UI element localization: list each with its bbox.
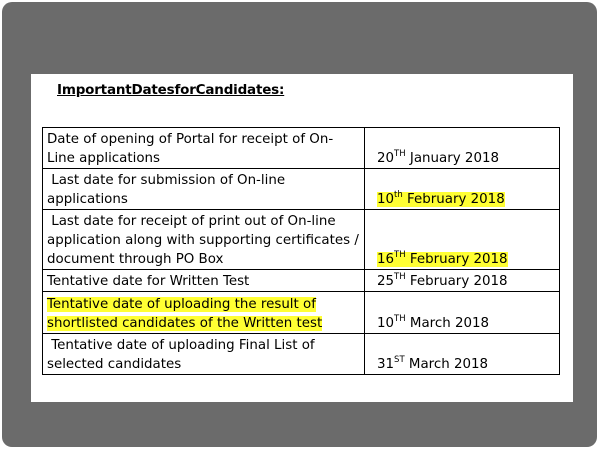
document-page bbox=[31, 74, 573, 402]
date-day: 10 bbox=[377, 316, 395, 331]
date-suffix: th bbox=[394, 190, 403, 200]
date-day: 10 bbox=[377, 192, 395, 207]
date-month-year: March 2018 bbox=[408, 357, 489, 372]
date-suffix: TH bbox=[394, 149, 406, 159]
event-cell bbox=[43, 292, 365, 334]
event-cell bbox=[43, 334, 365, 375]
event-text: Tentative date of uploading Final List of selected candidates bbox=[47, 338, 315, 372]
event-text: Tentative date for Written Test bbox=[47, 274, 250, 289]
page-heading: ImportantDatesforCandidates: bbox=[57, 82, 285, 98]
table-row bbox=[43, 128, 560, 169]
table-row bbox=[43, 169, 560, 210]
date-month-year: February 2018 bbox=[409, 274, 508, 289]
table-row bbox=[43, 210, 560, 270]
date-month-year: February 2018 bbox=[409, 252, 508, 267]
date-day: 16 bbox=[377, 252, 395, 267]
date-text-highlighted bbox=[377, 252, 508, 267]
table-row bbox=[43, 270, 560, 292]
important-dates-table bbox=[42, 127, 560, 375]
date-cell bbox=[365, 169, 560, 210]
date-cell bbox=[365, 334, 560, 375]
event-text: Last date for submission of On-line applications bbox=[47, 173, 286, 207]
date-text bbox=[377, 274, 508, 289]
event-text-highlighted: Tentative date of uploading the result of shortlisted candidates of the Written test bbox=[47, 297, 323, 331]
date-month-year: January 2018 bbox=[409, 151, 500, 166]
date-cell bbox=[365, 270, 560, 292]
date-day: 25 bbox=[377, 274, 395, 289]
date-suffix: ST bbox=[394, 355, 405, 365]
date-cell bbox=[365, 128, 560, 169]
date-month-year: February 2018 bbox=[407, 192, 505, 207]
date-text bbox=[377, 357, 488, 372]
date-suffix: TH bbox=[394, 272, 406, 282]
date-text bbox=[377, 316, 489, 331]
date-cell bbox=[365, 210, 560, 270]
table-row bbox=[43, 334, 560, 375]
event-text: Last date for receipt of print out of On-line application along with supporting certificates / document through PO Box bbox=[47, 214, 359, 267]
date-suffix: TH bbox=[394, 314, 406, 324]
event-cell bbox=[43, 169, 365, 210]
date-text bbox=[377, 151, 499, 166]
date-month-year: March 2018 bbox=[409, 316, 490, 331]
table-row bbox=[43, 292, 560, 334]
event-cell bbox=[43, 128, 365, 169]
event-cell bbox=[43, 270, 365, 292]
event-text: Date of opening of Portal for receipt of On-Line applications bbox=[47, 132, 334, 166]
outer-frame bbox=[2, 2, 597, 447]
date-day: 20 bbox=[377, 151, 395, 166]
date-text-highlighted bbox=[377, 192, 505, 207]
event-cell bbox=[43, 210, 365, 270]
date-day: 31 bbox=[377, 357, 395, 372]
date-cell bbox=[365, 292, 560, 334]
date-suffix: TH bbox=[394, 250, 406, 260]
